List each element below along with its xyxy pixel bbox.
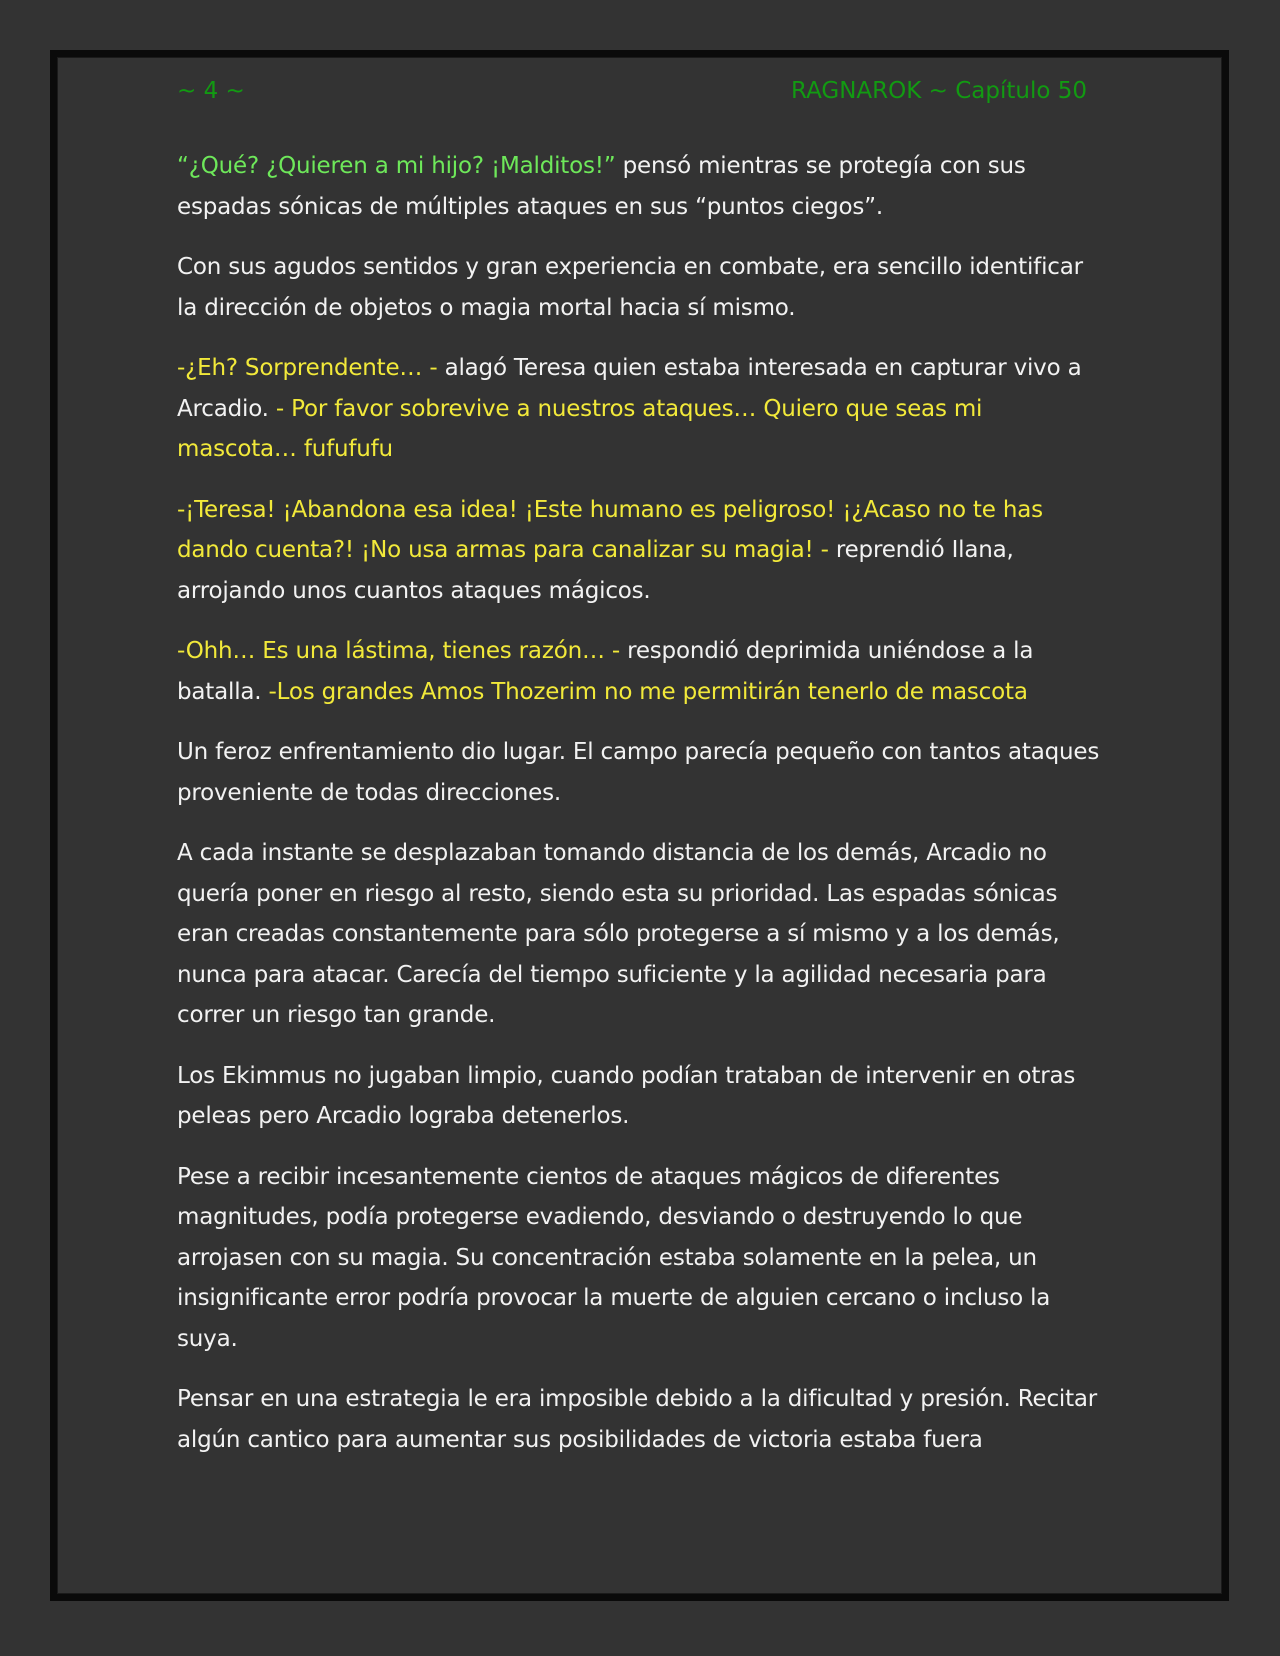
text-segment: Los Ekimmus no jugaban limpio, cuando podían trataban de intervenir en otras peleas pero Arcadio lograba detenerlos. — [177, 1062, 1076, 1129]
text-segment: Pese a recibir incesantemente cientos de ataques mágicos de diferentes magnitudes, podía protegerse evadiendo, desviando o destruyendo lo que arrojasen con su magia. Su concentración estaba solamente en la pelea, un insignificante error podría provocar la muerte de alguien cercano o incluso la suya. — [177, 1163, 1051, 1352]
paragraph — [177, 833, 1107, 1036]
page-number: ~ 4 ~ — [177, 78, 245, 104]
paragraph — [177, 247, 1107, 328]
page-header — [177, 78, 1087, 112]
paragraph — [177, 1056, 1107, 1137]
running-title: RAGNAROK ~ Capítulo 50 — [791, 78, 1087, 104]
text-segment: -¡Teresa! ¡Abandona esa idea! ¡Este humano es peligroso! ¡¿Acaso no te has dando cuenta?! ¡No usa armas para canalizar su magia! - — [177, 496, 1043, 563]
text-segment: alagó Teresa quien estaba interesada en capturar vivo a Arcadio. — [177, 355, 1082, 422]
text-segment: Un feroz enfrentamiento dio lugar. El campo parecía pequeño con tantos ataques proveniente de todas direcciones. — [177, 739, 1100, 806]
paragraph — [177, 631, 1107, 712]
text-segment: respondió deprimida uniéndose a la batalla. — [177, 638, 1034, 705]
text-segment: A cada instante se desplazaban tomando distancia de los demás, Arcadio no quería poner en riesgo al resto, siendo esta su prioridad. Las espadas sónicas eran creadas constantemente para sólo protegerse a sí mismo y a los demás, nunca para atacar. Carecía del tiempo suficiente y la agilidad necesaria para correr un riesgo tan grande. — [177, 840, 1060, 1028]
paragraph — [177, 1379, 1107, 1460]
text-segment: Pensar en una estrategia le era imposible debido a la dificultad y presión. Recitar algún cantico para aumentar sus posibilidades de victoria estaba fuera — [177, 1386, 1098, 1453]
paragraph — [177, 1157, 1107, 1360]
paragraph — [177, 490, 1107, 612]
text-segment: pensó mientras se protegía con sus espadas sónicas de múltiples ataques en sus “puntos ciegos”. — [177, 153, 1026, 220]
text-segment: -Los grandes Amos Thozerim no me permitirán tenerlo de mascota — [268, 678, 1028, 705]
text-segment: reprendió Ilana, arrojando unos cuantos ataques mágicos. — [177, 537, 1014, 604]
paragraph — [177, 146, 1107, 227]
text-segment: -¿Eh? Sorprendente… - — [177, 355, 438, 381]
text-segment: Con sus agudos sentidos y gran experiencia en combate, era sencillo identificar la dirección de objetos o magia mortal hacia sí mismo. — [177, 254, 1083, 321]
text-segment: - Por favor sobrevive a nuestros ataques… Quiero que seas mi mascota… fufufufu — [177, 395, 983, 462]
paragraph — [177, 732, 1107, 813]
document-body — [177, 146, 1107, 1480]
paragraph — [177, 348, 1107, 470]
text-segment: -Ohh… Es una lástima, tienes razón… - — [177, 638, 620, 664]
text-segment: “¿Qué? ¿Quieren a mi hijo? ¡Malditos!” — [177, 153, 616, 179]
